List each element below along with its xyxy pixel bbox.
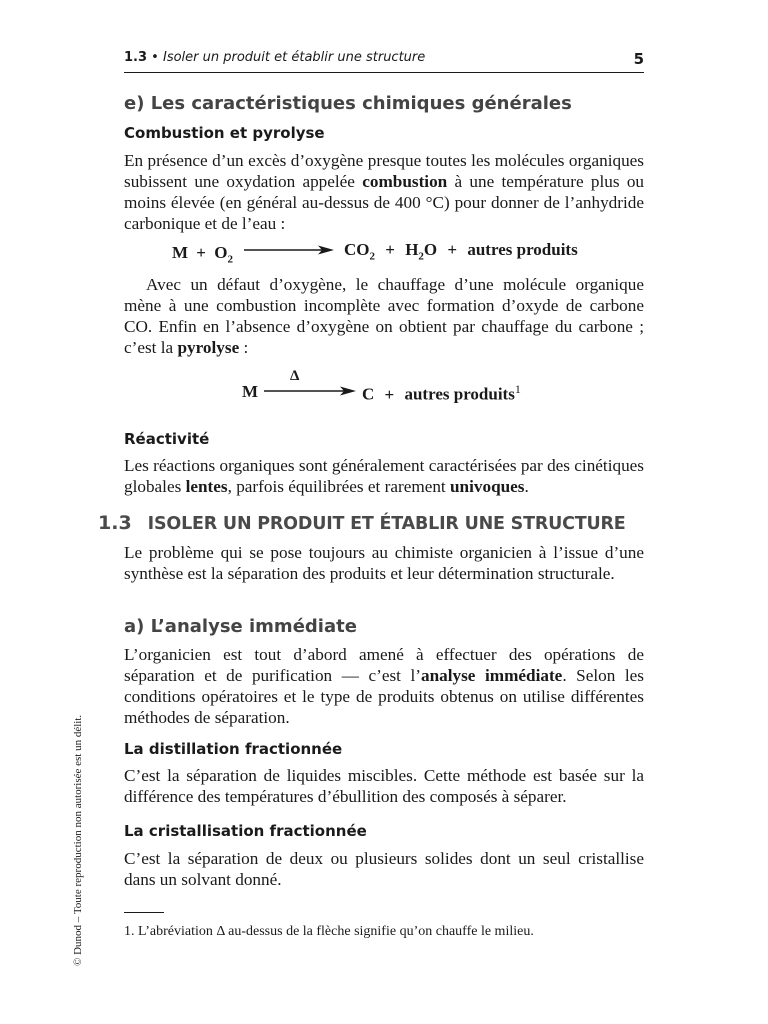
distillation-heading: La distillation fractionnée	[124, 740, 343, 758]
analyse-paragraph: L’organicien est tout d’abord amené à effectuer des opérations de séparation et de purification — c’est l’analyse immédiate. Selon les conditions opératoires et le type de produits obtenus on utilise différentes méthodes de séparation.	[124, 645, 644, 727]
term-lentes: lentes	[185, 477, 228, 496]
section-number: 1.3	[98, 512, 132, 534]
combustion-paragraph: En présence d’un excès d’oxygène presque toutes les molécules organiques subissent une oxydation appelée combustion à une température plus ou moins élevée (en général au-dessus de 400 °C) pour donner de l’anhydride carbonique et de l’eau :	[124, 151, 645, 233]
page-number: 5	[633, 50, 644, 68]
distillation-paragraph: C’est la séparation de liquides miscibles. Cette méthode est basée sur la différence des températures d’ébullition des composés à séparer.	[124, 766, 644, 806]
section-e-heading: e) Les caractéristiques chimiques générales	[124, 93, 572, 114]
section-a-heading: a) L’analyse immédiate	[124, 616, 357, 637]
equation-pyrolyse-reactant: M	[242, 382, 259, 401]
equation-combustion: $M + O_2$	[172, 243, 233, 266]
section-1-3-heading	[98, 512, 626, 534]
equation-pyrolyse-products: C + autres produits$^1$	[362, 382, 521, 404]
header-rule	[124, 72, 644, 73]
pyrolyse-paragraph: Avec un défaut d’oxygène, le chauffage d’une molécule organique mène à une combustion incomplète avec formation d’oxyde de carbone CO. Enfin en l’absence d’oxygène on obtient par chauffage du carbone ; c’est la pyrolyse :	[124, 275, 644, 357]
cristallisation-heading: La cristallisation fractionnée	[124, 822, 367, 840]
reaction-arrow-2	[264, 384, 356, 398]
reactivite-paragraph: Les réactions organiques sont généralement caractérisées par des cinétiques globales lentes, parfois équilibrées et rarement univoques.	[124, 456, 644, 496]
section-1-3-intro: Le problème qui se pose toujours au chimiste organicien à l’issue d’une synthèse est la séparation des produits et leur détermination structurale.	[124, 543, 644, 583]
section-title: ISOLER UN PRODUIT ET ÉTABLIR UNE STRUCTURE	[147, 514, 626, 534]
equation-combustion-products: $CO_2 + H_2O$ + autres produits	[344, 240, 578, 263]
copyright-side-note: © Dunod – Toute reproduction non autorisée est un délit.	[72, 714, 84, 966]
footnote: 1. L’abréviation Δ au-dessus de la flèche signifie qu’on chauffe le milieu.	[124, 924, 534, 939]
reactivite-heading: Réactivité	[124, 430, 210, 448]
footnote-marker: 1	[514, 382, 521, 396]
cristallisation-paragraph: C’est la séparation de deux ou plusieurs solides dont un seul cristallise dans un solvant donné.	[124, 849, 644, 889]
term-pyrolyse: pyrolyse	[177, 338, 240, 357]
header-title: Isoler un produit et établir une structure	[162, 50, 426, 65]
header-bullet: •	[151, 50, 159, 65]
reaction-arrow-1	[244, 243, 334, 257]
term-combustion: combustion	[362, 172, 448, 191]
header-section-number: 1.3	[124, 50, 148, 65]
term-univoques: univoques	[449, 477, 525, 496]
footnote-rule	[124, 912, 164, 913]
term-analyse-immediate: analyse immédiate	[420, 666, 563, 685]
delta-symbol: Δ	[290, 368, 300, 384]
combustion-heading: Combustion et pyrolyse	[124, 124, 325, 142]
running-header	[124, 50, 644, 70]
